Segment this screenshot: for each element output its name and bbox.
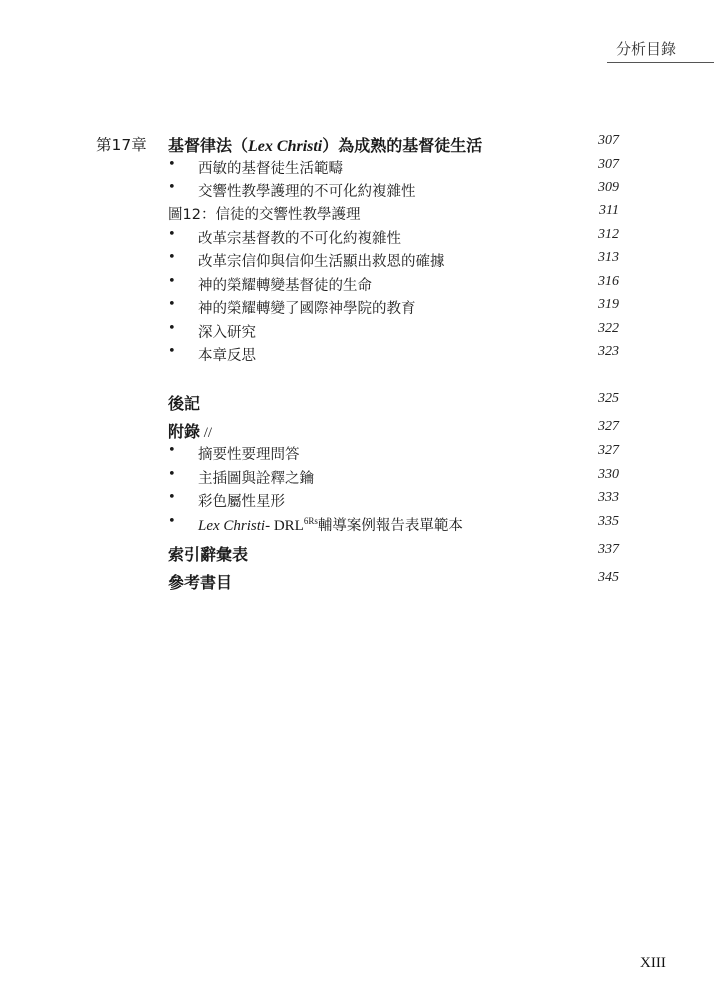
bullet-icon: • bbox=[168, 227, 176, 242]
toc-item-label: 摘要性要理問答 bbox=[198, 447, 300, 463]
toc-bibliography[interactable] bbox=[0, 570, 714, 592]
bullet-icon: • bbox=[168, 274, 176, 289]
page-number: 316 bbox=[598, 274, 619, 289]
toc-item[interactable] bbox=[0, 180, 714, 202]
toc-item[interactable] bbox=[0, 490, 714, 512]
toc-item[interactable] bbox=[0, 297, 714, 319]
page-number: 307 bbox=[598, 133, 619, 148]
bullet-icon: • bbox=[168, 490, 176, 505]
bullet-icon: • bbox=[168, 467, 176, 482]
toc-section-label: 參考書目 bbox=[168, 573, 233, 592]
toc-item-label: Lex Christi- $DRL^{6Rs}$輔導案例報告表單範本 bbox=[198, 516, 463, 534]
toc-section-label: 索引辭彙表 bbox=[168, 545, 249, 564]
toc-item-label: 主插圖與詮釋之鑰 bbox=[198, 471, 314, 487]
toc-item-label: 改革宗信仰與信仰生活顯出救恩的確據 bbox=[198, 254, 445, 270]
page-number: 327 bbox=[598, 443, 619, 458]
toc-section-label: 附錄 // bbox=[168, 422, 213, 441]
page-number: 327 bbox=[598, 419, 619, 434]
toc-glossary[interactable] bbox=[0, 542, 714, 564]
running-header: 分析目錄 bbox=[615, 40, 676, 58]
toc-chapter-17[interactable] bbox=[0, 133, 714, 155]
page-number: 323 bbox=[598, 344, 619, 359]
page-number: 337 bbox=[598, 542, 619, 557]
page-number: 322 bbox=[598, 321, 619, 336]
toc-item-label: 神的榮耀轉變了國際神學院的教育 bbox=[198, 301, 416, 317]
bullet-icon: • bbox=[168, 344, 176, 359]
toc-item-label: 本章反思 bbox=[198, 348, 256, 364]
toc-item[interactable] bbox=[0, 344, 714, 366]
toc-item[interactable] bbox=[0, 157, 714, 179]
toc-item-label: 交響性教學護理的不可化約複雜性 bbox=[198, 184, 416, 200]
page-number: 325 bbox=[598, 391, 619, 406]
bullet-icon: • bbox=[168, 443, 176, 458]
toc-item-label: 改革宗基督教的不可化約複雜性 bbox=[198, 231, 401, 247]
toc-section-label: 後記 bbox=[168, 394, 201, 413]
page-number: 335 bbox=[598, 514, 619, 529]
toc-item-label: 圖12：信徒的交響性教學護理 bbox=[168, 207, 361, 223]
chapter-number: 第17章 bbox=[96, 136, 147, 154]
toc-item[interactable] bbox=[0, 321, 714, 343]
page-number: 309 bbox=[598, 180, 619, 195]
toc-epilogue[interactable] bbox=[0, 391, 714, 413]
toc-item-label: 彩色屬性星形 bbox=[198, 494, 285, 510]
toc-item-label: 西敏的基督徒生活範疇 bbox=[198, 161, 343, 177]
toc-item-figure[interactable] bbox=[0, 203, 714, 225]
page-number: 345 bbox=[598, 570, 619, 585]
page-number: 312 bbox=[598, 227, 619, 242]
page-folio: XIII bbox=[640, 955, 666, 971]
page-number: 311 bbox=[599, 203, 619, 218]
page-number: 313 bbox=[598, 250, 619, 265]
header-rule bbox=[607, 62, 714, 63]
toc-item[interactable] bbox=[0, 274, 714, 296]
toc-item[interactable] bbox=[0, 443, 714, 465]
bullet-icon: • bbox=[168, 297, 176, 312]
page-number: 330 bbox=[598, 467, 619, 482]
page-number: 307 bbox=[598, 157, 619, 172]
bullet-icon: • bbox=[168, 250, 176, 265]
page-number: 319 bbox=[598, 297, 619, 312]
toc-item-label: 神的榮耀轉變基督徒的生命 bbox=[198, 278, 372, 294]
page-number: 333 bbox=[598, 490, 619, 505]
chapter-title: 基督律法（Lex Christi）為成熟的基督徒生活 bbox=[168, 136, 483, 155]
toc-item[interactable] bbox=[0, 250, 714, 272]
bullet-icon: • bbox=[168, 180, 176, 195]
toc-appendix[interactable] bbox=[0, 419, 714, 441]
toc-item[interactable] bbox=[0, 467, 714, 489]
toc-item-label: 深入研究 bbox=[198, 325, 256, 341]
toc-item[interactable] bbox=[0, 227, 714, 249]
toc-item[interactable] bbox=[0, 514, 714, 536]
bullet-icon: • bbox=[168, 321, 176, 336]
bullet-icon: • bbox=[168, 514, 176, 529]
bullet-icon: • bbox=[168, 157, 176, 172]
